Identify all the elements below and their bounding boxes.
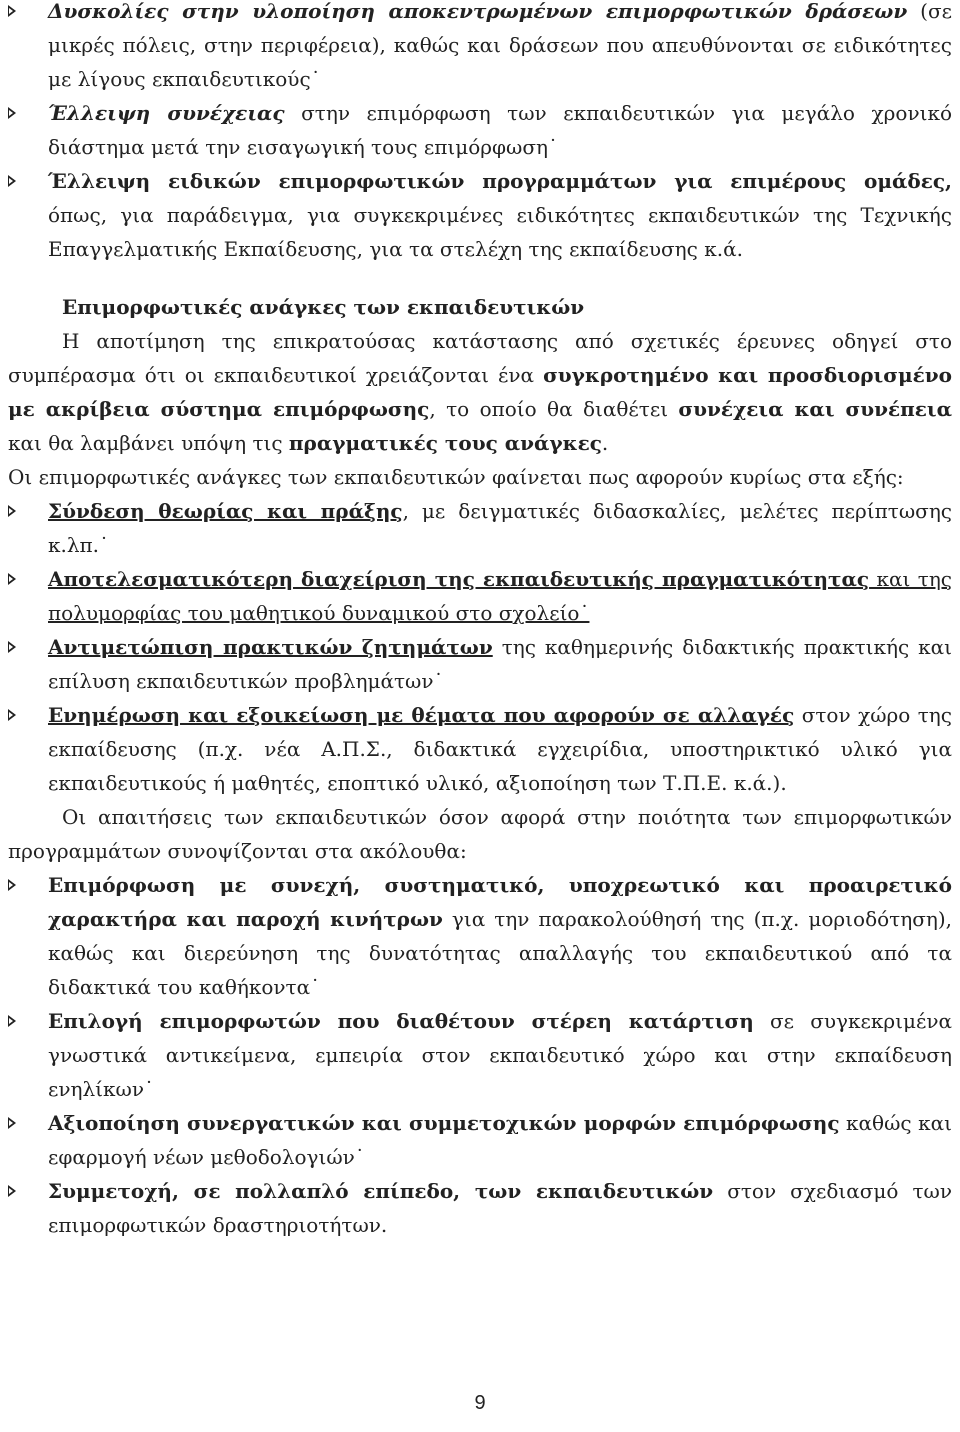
arrow-bullet-icon [8,709,16,721]
bullet-text: στον σχεδιασμό των επιμορφωτικών δραστηριοτήτων. [48,1179,952,1237]
bullet-bold-text: Συμμετοχή, σε πολλαπλό επίπεδο, των εκπαιδευτικών [48,1179,714,1203]
list-item [8,868,952,1004]
arrow-bullet-icon [8,505,16,517]
arrow-bullet-icon [8,107,16,119]
bullet-bold-text: Έλλειψη συνέχειας [48,101,285,125]
list-item [8,494,952,562]
bullet-bold-text: Αντιμετώπιση πρακτικών ζητημάτων [48,635,493,659]
intro-text: . [601,431,609,455]
document-page [8,0,952,1242]
list-item [8,96,952,164]
section-heading: Επιμορφωτικές ανάγκες των εκπαιδευτικών [62,295,585,319]
bullet-bold-text: Έλλειψη ειδικών επιμορφωτικών προγραμμάτων για επιμέρους ομάδες, [48,169,952,193]
intro-bold-text: συγκροτημένο και προσδιορισμένο με ακρίβεια σύστημα επιμόρφωσης [8,363,952,421]
list-item [8,164,952,266]
arrow-bullet-icon [8,5,16,17]
intro-bold-text: πραγματικές τους ανάγκες [288,431,602,455]
bullet-text: στον χώρο της εκπαίδευσης (π.χ. νέα Α.Π.Σ., διδακτικά εγχειρίδια, υποστηρικτικό υλικό για εκπαιδευτικούς ή μαθητές, εποπτικό υλικό, αξιοποίηση των Τ.Π.Ε. κ.ά.). [48,703,952,795]
list-item [8,1004,952,1106]
bullet-bold-text: Επιλογή επιμορφωτών που διαθέτουν στέρεη κατάρτιση [48,1009,754,1033]
arrow-bullet-icon [8,1185,16,1197]
bullet-text: για την παρακολούθησή της (π.χ. μοριοδότηση), καθώς και διερεύνηση της δυνατότητας απαλλαγής του εκπαιδευτικού από τα διδακτικά του καθήκοντα˙ [48,907,952,999]
bullet-text: καθώς και εφαρμογή νέων μεθοδολογιών˙ [48,1111,953,1169]
bullet-bold-text: Αξιοποίηση συνεργατικών και συμμετοχικών μορφών επιμόρφωσης [48,1111,840,1135]
bullet-text: της καθημερινής διδακτικής πρακτικής και επίλυση εκπαιδευτικών προβλημάτων˙ [48,635,953,693]
arrow-bullet-icon [8,573,16,585]
intro-text: , το οποίο θα διαθέτει [429,397,679,421]
list-item [8,1174,952,1242]
list-item [8,630,952,698]
arrow-bullet-icon [8,1117,16,1129]
bullet-text: στην επιμόρφωση των εκπαιδευτικών για μεγάλο χρονικό διάστημα μετά την εισαγωγική τους επιμόρφωση˙ [48,101,952,159]
page-number: 9 [474,1392,486,1414]
bullet-text: (σε μικρές πόλεις, στην περιφέρεια), καθώς και δράσεων που απευθύνονται σε ειδικότητες με λίγους εκπαιδευτικούς˙ [48,0,952,91]
list-item [8,0,952,96]
intro-text: Η αποτίμηση της επικρατούσας κατάστασης από σχετικές έρευνες οδηγεί στο συμπέρασμα ότι οι εκπαιδευτικοί χρειάζονται ένα [8,329,952,387]
arrow-bullet-icon [8,641,16,653]
list-item [8,1106,952,1174]
bullet-bold-text: Σύνδεση θεωρίας και πράξης [48,499,403,523]
bullet-text: , με δειγματικές διδασκαλίες, μελέτες περίπτωσης κ.λπ.˙ [48,499,952,557]
bullet-bold-text: Δυσκολίες στην υλοποίηση αποκεντρωμένων επιμορφωτικών δράσεων [48,0,908,23]
requirements-intro-paragraph: Οι απαιτήσεις των εκπαιδευτικών όσον αφορά στην ποιότητα των επιμορφωτικών προγραμμάτων συνοψίζονται στα ακόλουθα: [8,805,952,863]
bullet-bold-text: Ενημέρωση και εξοικείωση με θέματα που αφορούν σε αλλαγές [48,703,795,727]
needs-intro-paragraph: Οι επιμορφωτικές ανάγκες των εκπαιδευτικών φαίνεται πως αφορούν κυρίως στα εξής: [8,465,904,489]
intro-paragraph [8,324,952,460]
arrow-bullet-icon [8,879,16,891]
intro-text: και θα λαμβάνει υπόψη τις [8,431,289,455]
list-item [8,562,952,630]
intro-bold-text: συνέχεια και συνέπεια [678,397,953,421]
bullet-bold-text: Επιμόρφωση με συνεχή, συστηματικό, υποχρεωτικό και προαιρετικό χαρακτήρα και παροχή κινήτρων [48,873,952,931]
bullet-text: σε συγκεκριμένα γνωστικά αντικείμενα, εμπειρία στον εκπαιδευτικό χώρο και στην εκπαίδευση ενηλίκων˙ [48,1009,952,1101]
bullet-bold-text: Αποτελεσματικότερη διαχείριση της εκπαιδευτικής πραγματικότητας [48,567,870,591]
arrow-bullet-icon [8,175,16,187]
arrow-bullet-icon [8,1015,16,1027]
list-item [8,698,952,800]
bullet-text: και της πολυμορφίας του μαθητικού δυναμικού στο σχολείο˙ [48,567,952,625]
bullet-text: όπως, για παράδειγμα, για συγκεκριμένες ειδικότητες εκπαιδευτικών της Τεχνικής Επαγγελματικής Εκπαίδευσης, για τα στελέχη της εκπαίδευσης κ.ά. [48,203,952,261]
